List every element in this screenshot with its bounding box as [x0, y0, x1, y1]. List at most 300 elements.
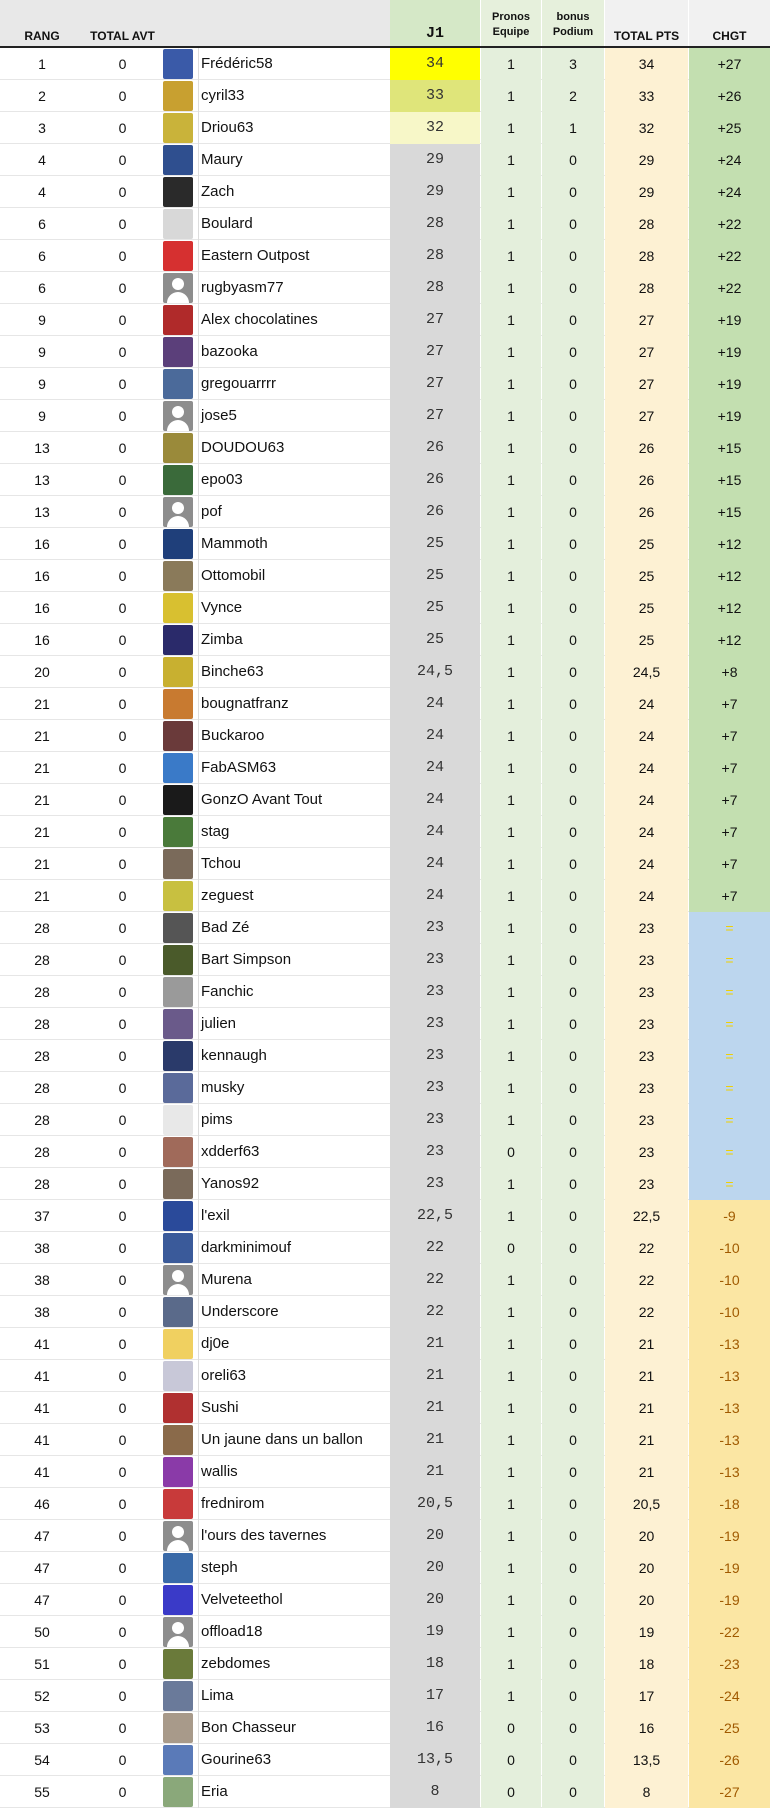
table-row	[0, 272, 770, 304]
total-pts-cell: 29	[605, 176, 688, 208]
pronos-equipe-cell: 1	[481, 48, 541, 80]
total-avt-cell: 0	[118, 1496, 127, 1512]
table-row	[0, 656, 770, 688]
pronos-equipe-cell: 1	[481, 144, 541, 176]
rank-cell: 21	[34, 856, 50, 872]
j1-score-cell: 24	[390, 848, 480, 880]
table-row	[0, 944, 770, 976]
j1-score-cell: 29	[390, 144, 480, 176]
rank-cell: 6	[38, 280, 46, 296]
rank-cell: 16	[34, 632, 50, 648]
chgt-cell: +8	[689, 656, 770, 688]
rank-cell: 41	[34, 1400, 50, 1416]
avatar-image	[163, 1009, 193, 1039]
pronos-equipe-cell: 0	[481, 1712, 541, 1744]
rank-cell: 28	[34, 1112, 50, 1128]
pronos-equipe-cell: 1	[481, 1008, 541, 1040]
player-name: dj0e	[198, 1328, 390, 1360]
avatar-image	[163, 1745, 193, 1775]
j1-score-cell: 22	[390, 1232, 480, 1264]
player-name: musky	[198, 1072, 390, 1104]
pronos-equipe-cell: 0	[481, 1136, 541, 1168]
rank-cell: 55	[34, 1784, 50, 1800]
table-row	[0, 1392, 770, 1424]
rank-cell: 53	[34, 1720, 50, 1736]
bonus-podium-cell: 0	[542, 912, 604, 944]
pronos-equipe-cell: 1	[481, 1168, 541, 1200]
j1-score-cell: 21	[390, 1424, 480, 1456]
total-pts-cell: 23	[605, 976, 688, 1008]
chgt-cell: -13	[689, 1456, 770, 1488]
header-rang: RANG	[24, 29, 60, 43]
bonus-podium-cell: 0	[542, 656, 604, 688]
avatar	[163, 1009, 193, 1039]
bonus-podium-cell: 0	[542, 1168, 604, 1200]
player-name: Lima	[198, 1680, 390, 1712]
total-pts-cell: 24	[605, 688, 688, 720]
player-name: darkminimouf	[198, 1232, 390, 1264]
table-row	[0, 1616, 770, 1648]
chgt-cell: -27	[689, 1776, 770, 1808]
total-pts-cell: 22	[605, 1264, 688, 1296]
total-pts-cell: 28	[605, 240, 688, 272]
total-pts-cell: 27	[605, 304, 688, 336]
bonus-podium-cell: 0	[542, 1360, 604, 1392]
total-avt-cell: 0	[118, 1176, 127, 1192]
chgt-cell: +12	[689, 624, 770, 656]
pronos-equipe-cell: 1	[481, 1328, 541, 1360]
bonus-podium-cell: 0	[542, 1552, 604, 1584]
table-row	[0, 784, 770, 816]
chgt-cell: +7	[689, 816, 770, 848]
header-pronos-line2: Equipe	[492, 26, 530, 38]
total-avt-cell: 0	[118, 1016, 127, 1032]
chgt-cell: -13	[689, 1424, 770, 1456]
table-row	[0, 1008, 770, 1040]
avatar-image	[163, 561, 193, 591]
avatar	[163, 1681, 193, 1711]
player-name: Bad Zé	[198, 912, 390, 944]
avatar	[163, 785, 193, 815]
total-pts-cell: 26	[605, 496, 688, 528]
avatar	[163, 945, 193, 975]
rank-cell: 38	[34, 1240, 50, 1256]
j1-score-cell: 22	[390, 1264, 480, 1296]
avatar-image	[163, 1041, 193, 1071]
player-name: jose5	[198, 400, 390, 432]
rank-cell: 1	[38, 56, 46, 72]
table-row	[0, 48, 770, 80]
avatar-image	[163, 1393, 193, 1423]
total-pts-cell: 22	[605, 1296, 688, 1328]
j1-score-cell: 20	[390, 1552, 480, 1584]
table-row	[0, 848, 770, 880]
total-avt-cell: 0	[118, 728, 127, 744]
j1-score-cell: 28	[390, 240, 480, 272]
chgt-cell: +27	[689, 48, 770, 80]
bonus-podium-cell: 0	[542, 816, 604, 848]
rank-cell: 28	[34, 920, 50, 936]
pronos-equipe-cell: 1	[481, 368, 541, 400]
chgt-cell: +7	[689, 784, 770, 816]
rank-cell: 9	[38, 312, 46, 328]
pronos-equipe-cell: 1	[481, 1456, 541, 1488]
table-row	[0, 80, 770, 112]
player-name: GonzO Avant Tout	[198, 784, 390, 816]
chgt-cell: -10	[689, 1264, 770, 1296]
avatar	[163, 753, 193, 783]
bonus-podium-cell: 0	[542, 1584, 604, 1616]
bonus-podium-cell: 0	[542, 1616, 604, 1648]
chgt-cell: =	[689, 944, 770, 976]
rank-cell: 16	[34, 600, 50, 616]
j1-score-cell: 25	[390, 592, 480, 624]
total-pts-cell: 24	[605, 816, 688, 848]
total-pts-cell: 25	[605, 528, 688, 560]
total-avt-cell: 0	[118, 280, 127, 296]
table-row	[0, 560, 770, 592]
bonus-podium-cell: 0	[542, 1776, 604, 1808]
player-name: Vynce	[198, 592, 390, 624]
avatar	[163, 657, 193, 687]
table-row	[0, 688, 770, 720]
total-pts-cell: 19	[605, 1616, 688, 1648]
player-name: Underscore	[198, 1296, 390, 1328]
avatar-image	[163, 1137, 193, 1167]
pronos-equipe-cell: 1	[481, 720, 541, 752]
player-name: epo03	[198, 464, 390, 496]
total-pts-cell: 24	[605, 848, 688, 880]
table-row	[0, 464, 770, 496]
chgt-cell: =	[689, 1072, 770, 1104]
j1-score-cell: 22	[390, 1296, 480, 1328]
bonus-podium-cell: 0	[542, 1264, 604, 1296]
rank-cell: 37	[34, 1208, 50, 1224]
total-avt-cell: 0	[118, 664, 127, 680]
total-avt-cell: 0	[118, 856, 127, 872]
j1-score-cell: 24	[390, 688, 480, 720]
avatar-image	[163, 721, 193, 751]
pronos-equipe-cell: 1	[481, 1552, 541, 1584]
pronos-equipe-cell: 1	[481, 496, 541, 528]
player-name: Zach	[198, 176, 390, 208]
total-pts-cell: 23	[605, 912, 688, 944]
avatar	[163, 689, 193, 719]
rank-cell: 21	[34, 696, 50, 712]
player-name: l'exil	[198, 1200, 390, 1232]
total-pts-cell: 22	[605, 1232, 688, 1264]
avatar	[163, 1649, 193, 1679]
avatar	[163, 305, 193, 335]
pronos-equipe-cell: 1	[481, 80, 541, 112]
table-row	[0, 1520, 770, 1552]
total-pts-cell: 25	[605, 560, 688, 592]
player-name: Mammoth	[198, 528, 390, 560]
total-pts-cell: 34	[605, 48, 688, 80]
j1-score-cell: 28	[390, 272, 480, 304]
table-row	[0, 624, 770, 656]
pronos-equipe-cell: 1	[481, 176, 541, 208]
chgt-cell: +7	[689, 752, 770, 784]
rank-cell: 3	[38, 120, 46, 136]
chgt-cell: +7	[689, 688, 770, 720]
chgt-cell: -24	[689, 1680, 770, 1712]
total-pts-cell: 24	[605, 720, 688, 752]
avatar	[163, 113, 193, 143]
table-row	[0, 816, 770, 848]
bonus-podium-cell: 2	[542, 80, 604, 112]
rank-cell: 21	[34, 824, 50, 840]
avatar	[163, 1137, 193, 1167]
avatar	[163, 1489, 193, 1519]
avatar-image	[163, 497, 193, 527]
avatar	[163, 721, 193, 751]
header-total-avt: TOTAL AVT	[90, 29, 155, 43]
j1-score-cell: 27	[390, 304, 480, 336]
bonus-podium-cell: 0	[542, 464, 604, 496]
avatar-image	[163, 1617, 193, 1647]
player-name: Boulard	[198, 208, 390, 240]
player-name: stag	[198, 816, 390, 848]
avatar	[163, 401, 193, 431]
header-total-pts	[605, 0, 688, 47]
pronos-equipe-cell: 1	[481, 624, 541, 656]
table-row	[0, 432, 770, 464]
avatar	[163, 1521, 193, 1551]
avatar	[163, 1329, 193, 1359]
bonus-podium-cell: 0	[542, 560, 604, 592]
avatar	[163, 49, 193, 79]
avatar	[163, 1201, 193, 1231]
total-pts-cell: 24	[605, 752, 688, 784]
player-name: DOUDOU63	[198, 432, 390, 464]
rank-cell: 38	[34, 1304, 50, 1320]
avatar-image	[163, 1073, 193, 1103]
total-pts-cell: 20	[605, 1520, 688, 1552]
avatar-image	[163, 1457, 193, 1487]
total-avt-cell: 0	[118, 1272, 127, 1288]
table-row	[0, 112, 770, 144]
table-row	[0, 1232, 770, 1264]
avatar	[163, 1553, 193, 1583]
avatar	[163, 1361, 193, 1391]
rank-cell: 54	[34, 1752, 50, 1768]
total-pts-cell: 27	[605, 400, 688, 432]
j1-score-cell: 29	[390, 176, 480, 208]
j1-score-cell: 25	[390, 624, 480, 656]
rank-cell: 16	[34, 568, 50, 584]
total-pts-cell: 24	[605, 784, 688, 816]
chgt-cell: +25	[689, 112, 770, 144]
player-name: Murena	[198, 1264, 390, 1296]
bonus-podium-cell: 0	[542, 976, 604, 1008]
rank-cell: 41	[34, 1464, 50, 1480]
j1-score-cell: 25	[390, 528, 480, 560]
avatar-image	[163, 81, 193, 111]
bonus-podium-cell: 0	[542, 784, 604, 816]
player-name: xdderf63	[198, 1136, 390, 1168]
j1-score-cell: 23	[390, 912, 480, 944]
player-name: bougnatfranz	[198, 688, 390, 720]
chgt-cell: =	[689, 1136, 770, 1168]
table-row	[0, 400, 770, 432]
chgt-cell: +24	[689, 176, 770, 208]
avatar-image	[163, 465, 193, 495]
player-name: steph	[198, 1552, 390, 1584]
player-name: Sushi	[198, 1392, 390, 1424]
rank-cell: 41	[34, 1368, 50, 1384]
total-avt-cell: 0	[118, 440, 127, 456]
avatar	[163, 817, 193, 847]
avatar	[163, 1265, 193, 1295]
avatar-image	[163, 657, 193, 687]
total-avt-cell: 0	[118, 376, 127, 392]
avatar-image	[163, 1105, 193, 1135]
total-avt-cell: 0	[118, 1592, 127, 1608]
total-avt-cell: 0	[118, 1208, 127, 1224]
avatar-image	[163, 1297, 193, 1327]
chgt-cell: +12	[689, 560, 770, 592]
rank-cell: 47	[34, 1560, 50, 1576]
pronos-equipe-cell: 1	[481, 336, 541, 368]
total-pts-cell: 23	[605, 1008, 688, 1040]
chgt-cell: +26	[689, 80, 770, 112]
avatar	[163, 1745, 193, 1775]
total-pts-cell: 28	[605, 272, 688, 304]
bonus-podium-cell: 0	[542, 1296, 604, 1328]
player-name: julien	[198, 1008, 390, 1040]
avatar-image	[163, 1169, 193, 1199]
total-avt-cell: 0	[118, 792, 127, 808]
chgt-cell: +22	[689, 208, 770, 240]
rank-cell: 28	[34, 1080, 50, 1096]
total-avt-cell: 0	[118, 248, 127, 264]
player-name: Alex chocolatines	[198, 304, 390, 336]
total-avt-cell: 0	[118, 472, 127, 488]
j1-score-cell: 23	[390, 1008, 480, 1040]
table-row	[0, 1712, 770, 1744]
pronos-equipe-cell: 1	[481, 1424, 541, 1456]
avatar-image	[163, 785, 193, 815]
player-name: offload18	[198, 1616, 390, 1648]
j1-score-cell: 24	[390, 784, 480, 816]
avatar-image	[163, 1425, 193, 1455]
total-pts-cell: 21	[605, 1424, 688, 1456]
avatar-image	[163, 113, 193, 143]
table-row	[0, 912, 770, 944]
j1-score-cell: 25	[390, 560, 480, 592]
j1-score-cell: 26	[390, 432, 480, 464]
avatar	[163, 849, 193, 879]
avatar-image	[163, 1489, 193, 1519]
rank-cell: 6	[38, 248, 46, 264]
bonus-podium-cell: 0	[542, 1680, 604, 1712]
total-pts-cell: 23	[605, 1104, 688, 1136]
total-avt-cell: 0	[118, 568, 127, 584]
rank-cell: 9	[38, 408, 46, 424]
table-row	[0, 1104, 770, 1136]
player-name: zebdomes	[198, 1648, 390, 1680]
pronos-equipe-cell: 1	[481, 304, 541, 336]
avatar	[163, 977, 193, 1007]
chgt-cell: =	[689, 912, 770, 944]
avatar-image	[163, 1681, 193, 1711]
ranking-table-body	[0, 48, 770, 1808]
table-row	[0, 368, 770, 400]
rank-cell: 9	[38, 344, 46, 360]
total-pts-cell: 29	[605, 144, 688, 176]
header-total-pts-label: TOTAL PTS	[613, 29, 680, 43]
avatar	[163, 529, 193, 559]
avatar-image	[163, 1233, 193, 1263]
chgt-cell: +7	[689, 720, 770, 752]
avatar	[163, 1617, 193, 1647]
rank-cell: 20	[34, 664, 50, 680]
bonus-podium-cell: 0	[542, 1328, 604, 1360]
rank-cell: 9	[38, 376, 46, 392]
avatar	[163, 337, 193, 367]
bonus-podium-cell: 0	[542, 1648, 604, 1680]
bonus-podium-cell: 0	[542, 240, 604, 272]
table-row	[0, 1136, 770, 1168]
player-name: Maury	[198, 144, 390, 176]
avatar	[163, 593, 193, 623]
bonus-podium-cell: 0	[542, 1104, 604, 1136]
bonus-podium-cell: 0	[542, 1200, 604, 1232]
total-avt-cell: 0	[118, 1688, 127, 1704]
table-header	[0, 0, 770, 47]
pronos-equipe-cell: 1	[481, 592, 541, 624]
j1-score-cell: 21	[390, 1392, 480, 1424]
rank-cell: 21	[34, 728, 50, 744]
chgt-cell: +12	[689, 528, 770, 560]
j1-score-cell: 13,5	[390, 1744, 480, 1776]
j1-score-cell: 20	[390, 1584, 480, 1616]
total-pts-cell: 17	[605, 1680, 688, 1712]
player-name: kennaugh	[198, 1040, 390, 1072]
j1-score-cell: 20	[390, 1520, 480, 1552]
header-j1-label: J1	[425, 25, 444, 42]
pronos-equipe-cell: 1	[481, 784, 541, 816]
player-name: Frédéric58	[198, 48, 390, 80]
chgt-cell: =	[689, 1168, 770, 1200]
pronos-equipe-cell: 1	[481, 208, 541, 240]
bonus-podium-cell: 0	[542, 208, 604, 240]
chgt-cell: -18	[689, 1488, 770, 1520]
pronos-equipe-cell: 1	[481, 1264, 541, 1296]
table-row	[0, 1648, 770, 1680]
pronos-equipe-cell: 0	[481, 1232, 541, 1264]
j1-score-cell: 19	[390, 1616, 480, 1648]
j1-score-cell: 28	[390, 208, 480, 240]
pronos-equipe-cell: 1	[481, 880, 541, 912]
j1-score-cell: 24	[390, 880, 480, 912]
avatar	[163, 209, 193, 239]
avatar	[163, 497, 193, 527]
avatar-image	[163, 625, 193, 655]
table-row	[0, 240, 770, 272]
j1-score-cell: 21	[390, 1360, 480, 1392]
rank-cell: 13	[34, 440, 50, 456]
total-avt-cell: 0	[118, 824, 127, 840]
total-avt-cell: 0	[118, 1720, 127, 1736]
rank-cell: 21	[34, 760, 50, 776]
total-pts-cell: 26	[605, 432, 688, 464]
player-name: frednirom	[198, 1488, 390, 1520]
total-pts-cell: 23	[605, 1072, 688, 1104]
total-pts-cell: 23	[605, 1136, 688, 1168]
total-avt-cell: 0	[118, 1080, 127, 1096]
